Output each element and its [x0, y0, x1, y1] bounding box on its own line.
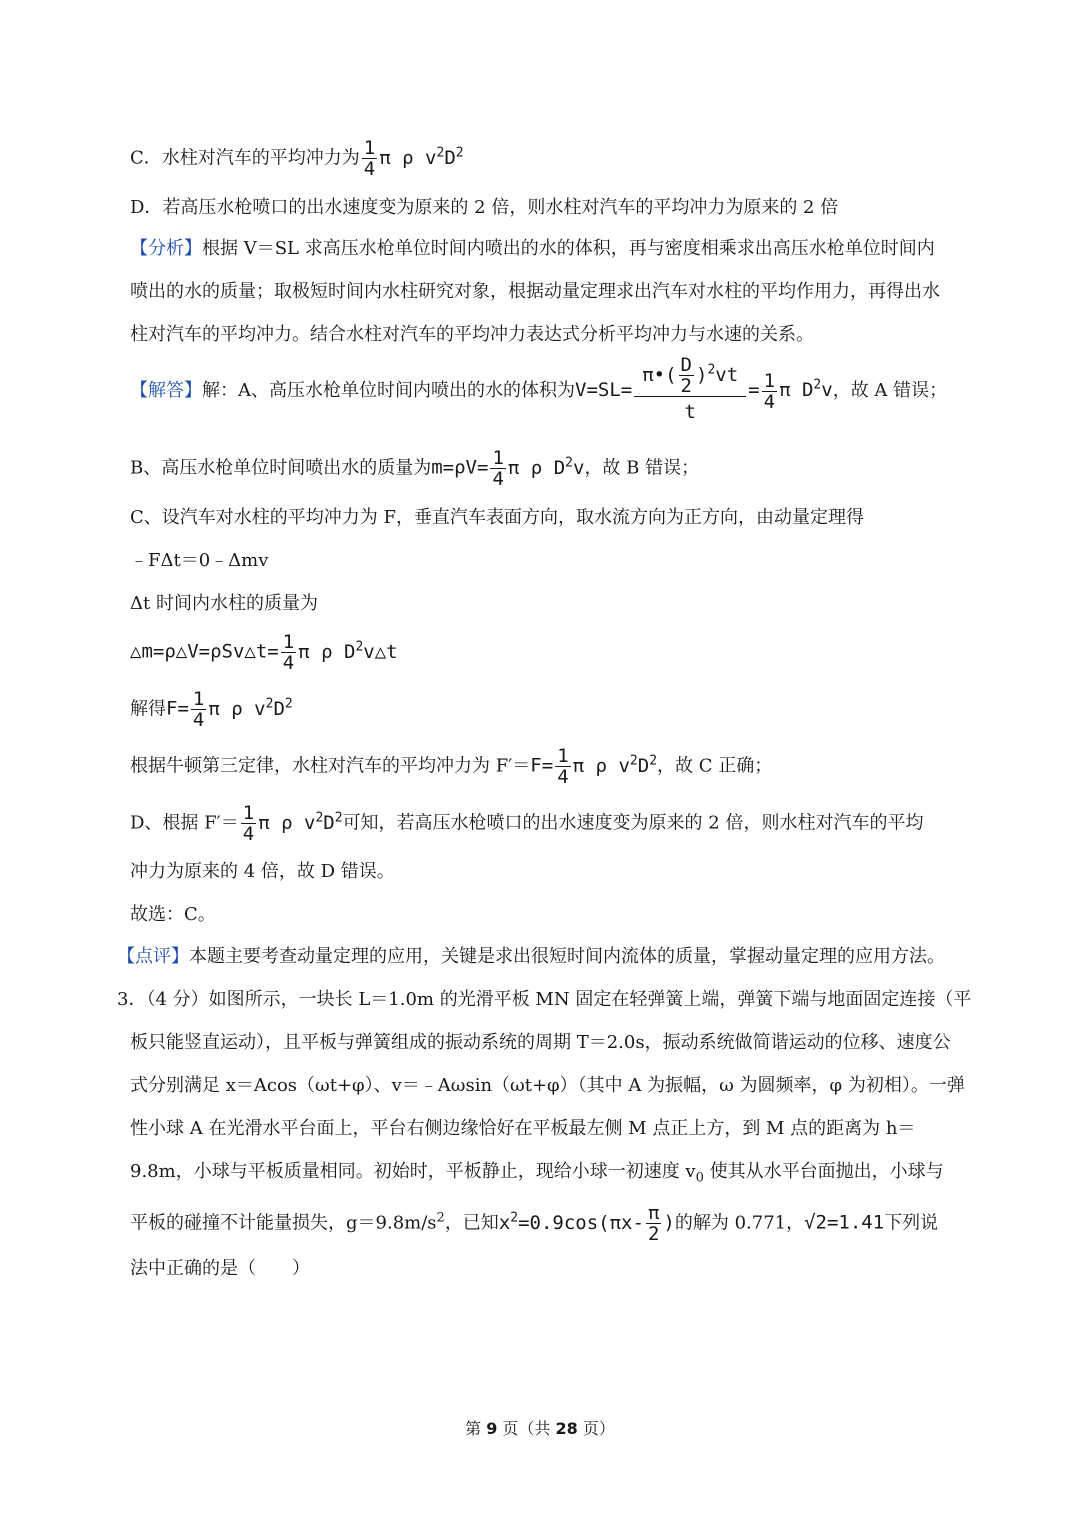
question-3-line-4: 性小球 A 在光滑水平台面上，平台右侧边缘恰好在平板最左侧 M 点正上方，到 M 点的距离为 h＝	[130, 1118, 916, 1139]
page-number: 9	[486, 1419, 498, 1438]
page-footer: 第 9 页（共 28 页）	[465, 1419, 615, 1438]
question-3-line-2: 板只能竖直运动），且平板与弹簧组成的振动系统的周期 T＝2.0s，振动系统做简谐运动的位移、速度公	[130, 1032, 951, 1053]
question-3-line-6: 平板的碰撞不计能量损失，$g=9.8m/s^2$，已知$x^2=0.9\cos(\pi x-$ $\frac{\pi}{2}$ )的解为 0.771，√2=1.41下列说	[130, 1202, 939, 1245]
answer-line-b: B、高压水枪单位时间喷出水的质量为m=ρV= $\frac{1}{4}$ π ρ $D^2v$，故 B 错误；	[130, 447, 700, 490]
comment: 【点评】本题主要考查动量定理的应用，关键是求出很短时间内流体的质量，掌握动量定理的应用方法。	[117, 946, 945, 967]
volume-fraction: π•( $\frac{D}{2}$ )$^2$vt t	[634, 355, 746, 427]
answer-line-d-2: 冲力为原来的 4 倍，故 D 错误。	[130, 861, 395, 882]
analysis-line-1: 【分析】根据 V＝SL 求高压水枪单位时间内喷出的水的体积，再与密度相乘求出高压水枪单位时间内	[130, 238, 935, 259]
mass-intro: Δt 时间内水柱的质量为	[130, 593, 318, 614]
answer-line-c: C、设汽车对水柱的平均冲力为 F，垂直汽车表面方向，取水流方向为正方向，由动量定理得	[130, 507, 864, 528]
fraction-quarter: $\frac{1}{4}$	[363, 137, 376, 180]
sqrt-two: √2=1.41	[804, 1211, 885, 1234]
option-c	[130, 138, 464, 179]
analysis-line-3: 柱对汽车的平均冲力。结合水柱对汽车的平均冲力表达式分析平均冲力与水速的关系。	[130, 324, 814, 345]
answer-line-d: D、根据 F′＝ $\frac{1}{4}$ π ρ $v^2D^2$可知，若高压水枪喷口的出水速度变为原来的 2 倍，则水柱对汽车的平均	[130, 802, 924, 845]
question-3-line-1: 3．（4 分）如图所示，一块长 L＝1.0m 的光滑平板 MN 固定在轻弹簧上端，弹簧下端与地面固定连接（平	[117, 989, 972, 1010]
mass-formula: △m=ρ△V=ρSv△t= $\frac{1}{4}$ π ρ $D^2v\triangle t$	[130, 631, 398, 674]
momentum-equation: ﹣FΔt＝0﹣Δmv	[130, 550, 269, 571]
choice-result: 故选：C。	[130, 904, 216, 925]
answer-tag: 【解答】	[130, 380, 202, 401]
total-pages: 28	[555, 1419, 578, 1438]
solve-f: 解得F= $\frac{1}{4}$ π ρ $v^2D^2$	[130, 688, 293, 731]
question-3-line-5: 9.8m，小球与平板质量相同。初始时，平板静止，现给小球一初速度 $v_0$ 使其从水平台面抛出，小球与	[130, 1161, 944, 1186]
analysis-tag: 【分析】	[130, 238, 202, 259]
newton-third-law: 根据牛顿第三定律，水柱对汽车的平均冲力为 F′＝F= $\frac{1}{4}$ π ρ $v^2D^2$，故 C 正确；	[130, 745, 773, 788]
question-3-line-3: 式分别满足 x＝Acos（ωt+φ）、v＝﹣Aωsin（ωt+φ）（其中 A 为振幅，ω 为圆频率，φ 为初相）。一弹	[130, 1075, 965, 1096]
formula-c: π ρ $v^2D^2$	[379, 145, 464, 169]
comment-tag: 【点评】	[117, 946, 189, 967]
option-c-text: C．水柱对汽车的平均冲力为	[130, 147, 360, 169]
question-3-line-7: 法中正确的是（ ）	[130, 1258, 310, 1279]
answer-line-a: 【解答】解：A、高压水枪单位时间内喷出的水的体积为V=SL= π•( $\frac{D}{2}$ )$^2$vt t = $\frac{1}{4}$ π $D^2v$，故 A 错误；	[130, 355, 947, 427]
analysis-line-2: 喷出的水的质量；取极短时间内水柱研究对象，根据动量定理求出汽车对水柱的平均作用力，再得出水	[130, 281, 940, 302]
option-d: D．若高压水枪喷口的出水速度变为原来的 2 倍，则水柱对汽车的平均冲力为原来的 2 倍	[130, 197, 839, 218]
